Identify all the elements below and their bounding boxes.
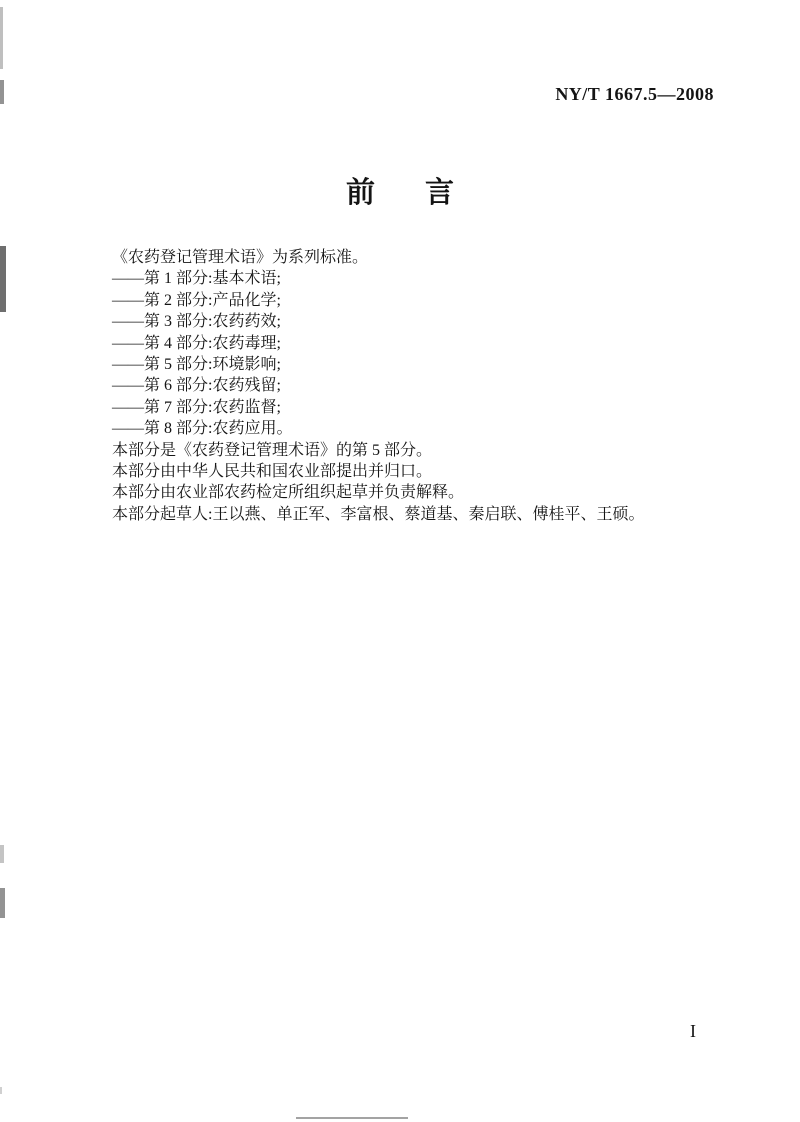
foreword-part-8: ——第 8 部分:农药应用。 [112, 420, 293, 438]
page-number: I [690, 1021, 697, 1041]
foreword-note-4: 本部分起草人:王以燕、单正军、李富根、蔡道基、秦启联、傅桂平、王硕。 [112, 505, 645, 523]
scan-artifact [0, 80, 4, 104]
scan-artifact [0, 845, 4, 863]
scan-artifact [0, 888, 5, 918]
foreword-part-6: ——第 6 部分:农药残留; [112, 377, 281, 395]
page-title [0, 178, 800, 210]
foreword-intro: 《农药登记管理术语》为系列标准。 [112, 249, 369, 266]
title-char-right: 言 [425, 177, 455, 209]
foreword-note-2: 本部分由中华人民共和国农业部提出并归口。 [112, 463, 433, 481]
foreword-note-3: 本部分由农业部农药检定所组织起草并负责解释。 [112, 484, 465, 502]
scan-artifact [0, 1087, 2, 1094]
foreword-part-7: ——第 7 部分:农药监督; [112, 398, 281, 416]
foreword-note-1: 本部分是《农药登记管理术语》的第 5 部分。 [112, 441, 433, 459]
scan-artifact-line [296, 1117, 408, 1119]
foreword-part-5: ——第 5 部分:环境影响; [112, 356, 281, 374]
foreword-part-3: ——第 3 部分:农药药效; [112, 313, 281, 331]
title-char-left: 前 [345, 177, 375, 209]
scan-artifact [0, 7, 3, 69]
foreword-part-4: ——第 4 部分:农药毒理; [112, 334, 281, 352]
foreword-part-1: ——第 1 部分:基本术语; [112, 270, 281, 288]
standard-code: NY/T 1667.5—2008 [555, 84, 714, 104]
foreword-body [112, 247, 732, 525]
foreword-part-2: ——第 2 部分:产品化学; [112, 291, 281, 309]
scan-artifact [0, 246, 6, 312]
